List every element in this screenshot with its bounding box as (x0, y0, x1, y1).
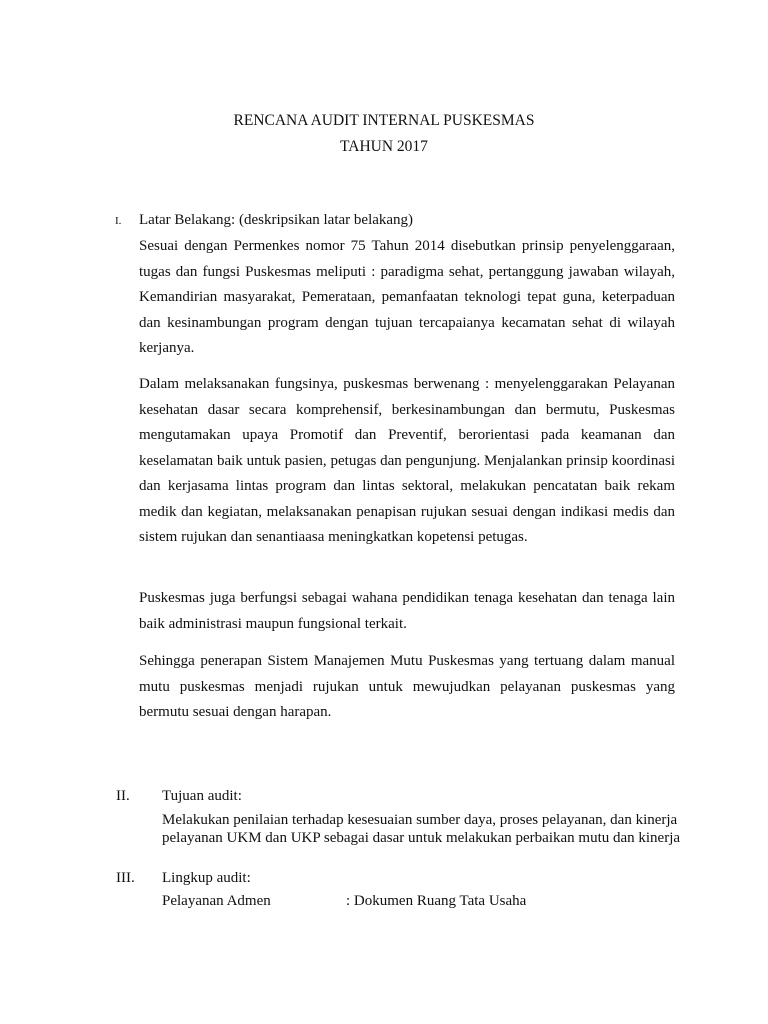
section-2-number: II. (116, 788, 130, 804)
section-1-paragraph-1: Sesuai dengan Permenkes nomor 75 Tahun 2014 disebutkan prinsip penyelenggaraan, tugas dan fungsi Puskesmas meliputi : paradigma sehat, pertanggung jawaban wilayah, Kemandirian masyarakat, Pemerataan, pemanfaatan teknologi tepat guna, keterpaduan dan kesinambungan program dengan tujuan tercapaianya kecamatan sehat di wilayah kerjanya. (139, 238, 675, 356)
section-3-heading: Lingkup audit: (162, 870, 251, 886)
section-1-paragraph-3: Puskesmas juga berfungsi sebagai wahana pendidikan tenaga kesehatan dan tenaga lain baik administrasi maupun fungsional terkait. (139, 590, 675, 632)
document-subtitle: TAHUN 2017 (340, 138, 428, 155)
section-1-heading: Latar Belakang: (deskripsikan latar belakang) (139, 212, 414, 228)
scope-label: Pelayanan Admen (162, 893, 271, 909)
section-1-number: I. (115, 215, 122, 227)
section-3-number: III. (116, 870, 135, 886)
document-title: RENCANA AUDIT INTERNAL PUSKESMAS (233, 112, 535, 129)
scope-value: : Dokumen Ruang Tata Usaha (346, 893, 527, 909)
section-2-text: Melakukan penilaian terhadap kesesuaian sumber daya, proses pelayanan, dan kinerja pelayanan UKM dan UKP sebagai dasar untuk melakukan perbaikan mutu dan kinerja (162, 812, 681, 846)
section-1-paragraph-2: Dalam melaksanakan fungsinya, puskesmas berwenang : menyelenggarakan Pelayanan kesehatan dasar secara komprehensif, berkesinambungan dan bermutu, Puskesmas mengutamakan upaya Promotif dan Preventif, berorientasi pada keamanan dan keselamatan baik untuk pasien, petugas dan pengunjung. Menjalankan prinsip koordinasi dan kerjasama lintas program dan lintas sektoral, melakukan pencatatan baik rekam medik dan kegiatan, melaksanakan penapisan rujukan sesuai dengan indikasi medis dan sistem rujukan dan senantiaasa meningkatkan kopetensi petugas. (139, 376, 675, 545)
section-1-paragraph-4: Sehingga penerapan Sistem Manajemen Mutu Puskesmas yang tertuang dalam manual mutu puskesmas menjadi rujukan untuk mewujudkan pelayanan puskesmas yang bermutu sesuai dengan harapan. (139, 653, 675, 720)
section-2-heading: Tujuan audit: (162, 788, 242, 804)
